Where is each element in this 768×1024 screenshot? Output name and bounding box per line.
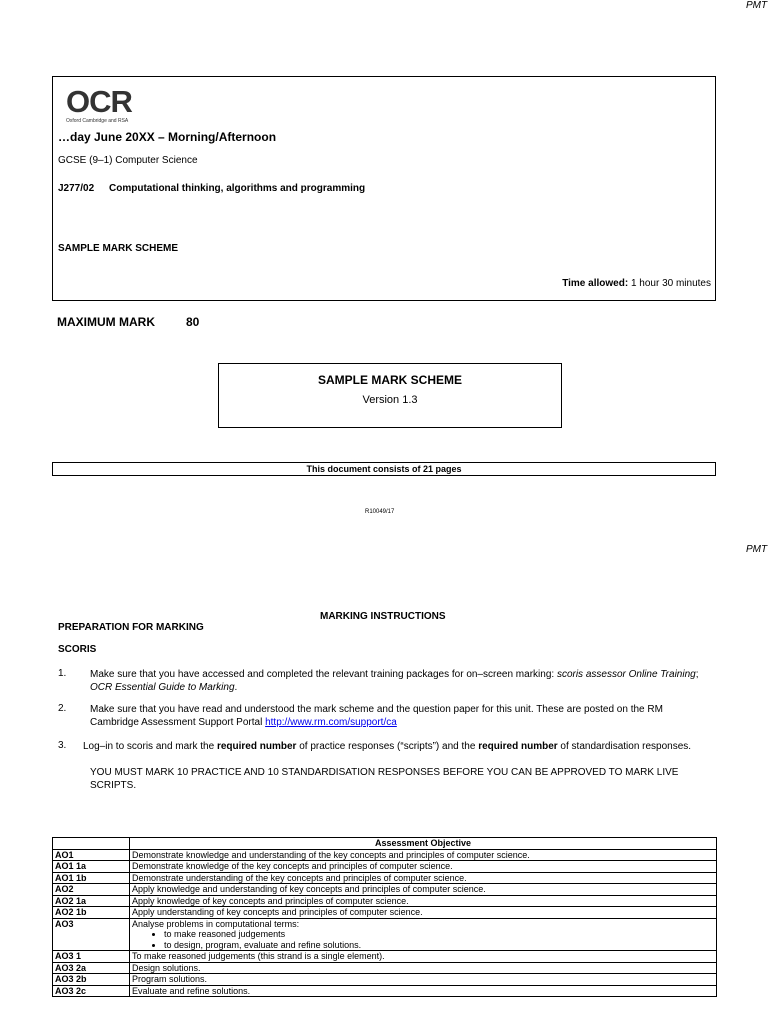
document-type: SAMPLE MARK SCHEME <box>58 243 179 254</box>
table-row <box>53 907 717 919</box>
objective-code: AO1 1b <box>53 872 130 884</box>
table-row <box>53 895 717 907</box>
objective-text: Apply knowledge of key concepts and principles of computer science. <box>132 895 409 906</box>
assessment-objectives-table <box>52 837 717 997</box>
objective-description <box>130 951 717 963</box>
objective-text: Demonstrate knowledge of the key concepts and principles of computer science. <box>132 861 453 871</box>
sample-box-title: SAMPLE MARK SCHEME <box>317 373 462 387</box>
ocr-logo <box>66 86 132 124</box>
objective-bullet: • to make reasoned judgements <box>164 929 714 940</box>
objective-code: AO3 2b <box>53 974 130 986</box>
sample-mark-scheme-box <box>218 363 562 428</box>
table-row <box>53 974 717 986</box>
pmt-tag-page2: PMT <box>746 544 768 555</box>
objective-text: Apply understanding of key concepts and principles of computer science. <box>132 907 423 917</box>
objective-code: AO2 1a <box>53 895 130 907</box>
table-row <box>53 962 717 974</box>
objective-description <box>130 849 717 861</box>
logo-word: OCR <box>66 84 132 119</box>
time-allowed-value: 1 hour 30 minutes <box>630 278 711 289</box>
table-row <box>53 918 717 951</box>
objective-text: Analyse problems in computational terms: <box>132 918 300 929</box>
objective-bullets <box>132 929 714 950</box>
item-3-number: 3. <box>58 740 67 751</box>
objective-text: Program solutions. <box>132 974 208 984</box>
preparation-heading: PREPARATION FOR MARKING <box>58 622 204 633</box>
objective-text: Evaluate and refine solutions. <box>132 985 251 996</box>
objective-description <box>130 895 717 907</box>
objective-code: AO2 1b <box>53 907 130 919</box>
qualification: GCSE (9–1) Computer Science <box>58 155 198 166</box>
maximum-mark-value: 80 <box>186 315 200 329</box>
item-2-text: Make sure that you have read and understood the mark scheme and the question paper for this unit. These are posted on the RM Cambridge Assessment Support Portal http://www.rm.com/support/ca <box>90 704 663 728</box>
pages-note: This document consists of 21 pages <box>52 462 716 476</box>
support-portal-link[interactable]: http://www.rm.com/support/ca <box>265 717 397 728</box>
objective-description <box>130 861 717 873</box>
objective-text: Demonstrate understanding of the key concepts and principles of computer science. <box>132 872 467 883</box>
item-3-text: Log–in to scoris and mark the required number of practice responses (“scripts”) and the required number of standardisation responses. <box>83 741 692 752</box>
marking-instructions-heading: MARKING INSTRUCTIONS <box>320 611 446 622</box>
objective-text: Demonstrate knowledge and understanding of the key concepts and principles of computer science. <box>132 849 530 860</box>
objective-code: AO3 <box>53 918 130 951</box>
pmt-tag-page1: PMT <box>746 0 768 11</box>
sample-box-version: Version 1.3 <box>362 394 418 406</box>
objective-text: Apply knowledge and understanding of key concepts and principles of computer science. <box>132 884 486 894</box>
objective-text: To make reasoned judgements (this strand is a single element). <box>132 951 385 961</box>
scoris-heading: SCORIS <box>58 644 97 655</box>
table-row <box>53 884 717 896</box>
table-header-label: Assessment Objective <box>130 838 717 850</box>
logo-subtitle: Oxford Cambridge and RSA <box>66 118 129 124</box>
objective-description <box>130 962 717 974</box>
paper-title: Computational thinking, algorithms and programming <box>109 183 366 194</box>
objective-description <box>130 974 717 986</box>
objective-bullet: • to design, program, evaluate and refine solutions. <box>164 940 714 951</box>
item-1-text: Make sure that you have accessed and completed the relevant training packages for on–screen marking: scoris assessor Online Training; OCR Essential Guide to Marking. <box>90 669 699 693</box>
objective-code: AO3 1 <box>53 951 130 963</box>
objective-description <box>130 884 717 896</box>
item-1-number: 1. <box>58 668 67 679</box>
exam-date: …day June 20XX – Morning/Afternoon <box>58 130 277 144</box>
objective-description <box>130 872 717 884</box>
table-row <box>53 951 717 963</box>
objective-code: AO1 1a <box>53 861 130 873</box>
objective-code: AO1 <box>53 849 130 861</box>
table-row <box>53 985 717 997</box>
time-allowed-label: Time allowed: <box>562 278 629 289</box>
objective-code: AO3 2c <box>53 985 130 997</box>
table-header-blank <box>53 838 130 850</box>
practice-notice: YOU MUST MARK 10 PRACTICE AND 10 STANDARDISATION RESPONSES BEFORE YOU CAN BE APPROVED TO MARK LIVE SCRIPTS. <box>90 767 679 791</box>
item-2-number: 2. <box>58 703 67 714</box>
table-row <box>53 861 717 873</box>
reference-code: R10049/17 <box>365 509 395 515</box>
objective-description <box>130 907 717 919</box>
time-allowed <box>562 278 711 289</box>
table-row <box>53 872 717 884</box>
maximum-mark-label: MAXIMUM MARK <box>57 315 155 329</box>
table-header-row <box>53 838 717 850</box>
objective-code: AO2 <box>53 884 130 896</box>
objective-code: AO3 2a <box>53 962 130 974</box>
objective-description <box>130 918 717 951</box>
objective-description <box>130 985 717 997</box>
objective-text: Design solutions. <box>132 962 201 973</box>
table-row <box>53 849 717 861</box>
paper-code: J277/02 <box>58 183 95 194</box>
